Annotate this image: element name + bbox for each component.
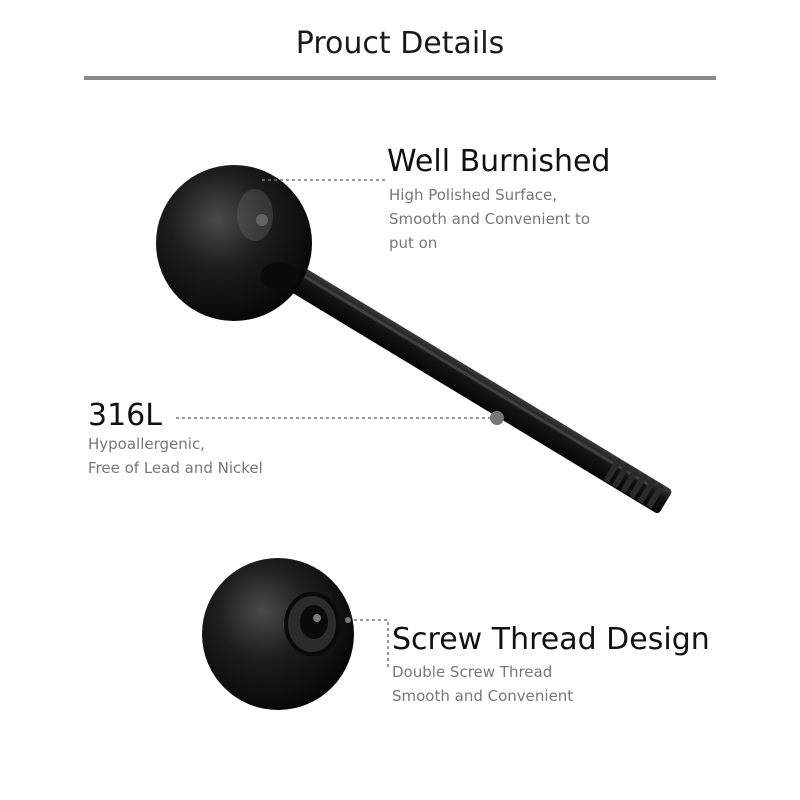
feature-heading-screw-thread: Screw Thread Design	[392, 622, 710, 657]
page-title: Prouct Details	[295, 26, 505, 61]
desc-line: High Polished Surface,	[389, 186, 558, 204]
feature-desc-burnished	[389, 183, 590, 255]
feature-heading-burnished: Well Burnished	[387, 144, 611, 179]
desc-line: Free of Lead and Nickel	[88, 459, 263, 477]
top-ball	[156, 165, 312, 321]
feature-heading-316l: 316L	[88, 398, 162, 433]
desc-line: Smooth and Convenient to	[389, 210, 591, 228]
barbell-bar	[278, 260, 673, 514]
feature-desc-screw-thread	[392, 660, 573, 708]
feature-desc-316l	[88, 432, 263, 480]
desc-line: Hypoallergenic,	[88, 435, 205, 453]
callout-dot	[490, 411, 504, 425]
desc-line: Smooth and Convenient	[392, 687, 574, 705]
bottom-ball	[202, 558, 354, 710]
desc-line: Double Screw Thread	[392, 663, 553, 681]
desc-line: put on	[389, 234, 438, 252]
